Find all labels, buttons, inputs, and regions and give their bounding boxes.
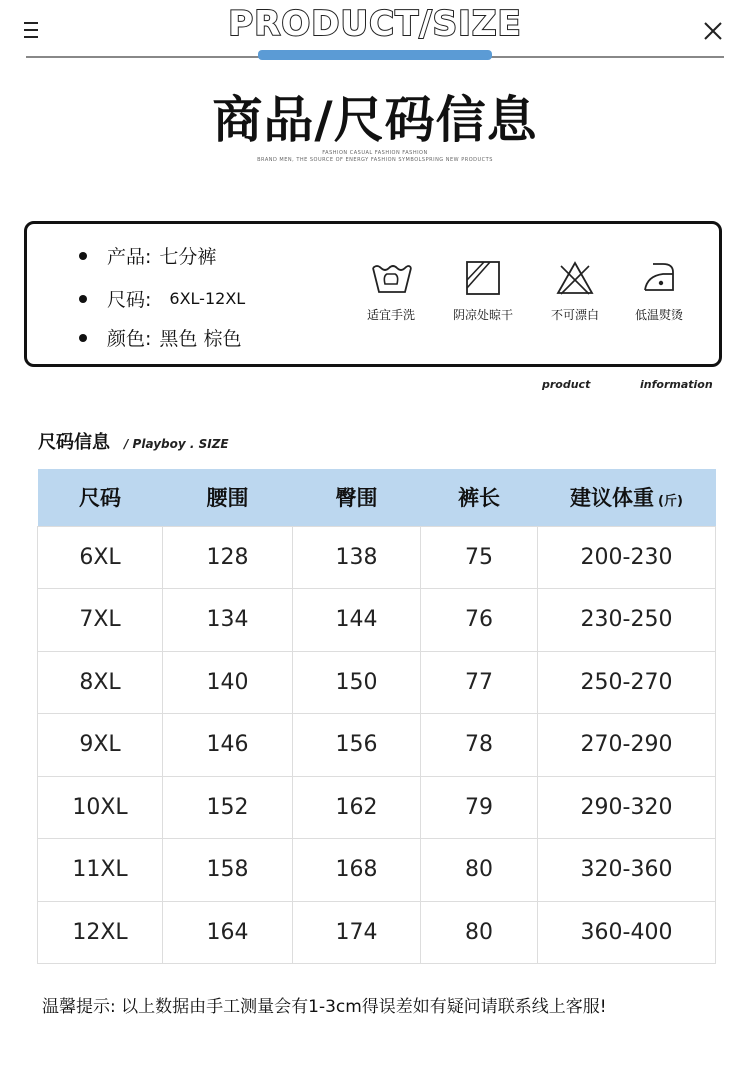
color-value: 黑色 棕色: [159, 328, 242, 350]
table-row: [38, 901, 716, 964]
care-label: 低温熨烫: [634, 308, 683, 322]
header-waist: 腰围: [163, 469, 293, 526]
cell-weight: 290-320: [538, 776, 716, 839]
cell-waist: 152: [163, 776, 293, 839]
shade-dry-icon: [464, 260, 502, 296]
section-title: 尺码信息: [38, 432, 110, 453]
cell-waist: 164: [163, 901, 293, 964]
cell-weight: 270-290: [538, 714, 716, 777]
cell-waist: 128: [163, 526, 293, 589]
cell-weight: 250-270: [538, 651, 716, 714]
cell-size: 12XL: [38, 901, 163, 964]
table-header-row: [38, 469, 716, 526]
cell-length: 75: [421, 526, 538, 589]
size-row: [79, 285, 245, 312]
size-section-heading: [38, 428, 229, 454]
care-hand-wash: [351, 260, 431, 323]
fashion-subtitle-line2: BRAND MEN, THE SOURCE OF ENERGY FASHION SYMBOLSPRING NEW PRODUCTS: [257, 157, 493, 163]
cell-weight: 200-230: [538, 526, 716, 589]
care-no-bleach: [535, 260, 615, 323]
table-row: [38, 714, 716, 777]
header-weight: [538, 469, 716, 526]
product-info-box: [24, 221, 722, 367]
size-value: 6XL-12XL: [169, 289, 246, 308]
color-label: 颜色:: [107, 328, 152, 350]
cell-length: 80: [421, 839, 538, 902]
cell-hip: 138: [293, 526, 421, 589]
table-row: [38, 589, 716, 652]
cell-waist: 158: [163, 839, 293, 902]
low-iron-icon: [639, 260, 679, 296]
color-row: [79, 324, 241, 351]
cell-hip: 150: [293, 651, 421, 714]
table-row: [38, 526, 716, 589]
table-row: [38, 839, 716, 902]
cell-hip: 144: [293, 589, 421, 652]
cell-length: 76: [421, 589, 538, 652]
cell-size: 9XL: [38, 714, 163, 777]
cell-waist: 140: [163, 651, 293, 714]
header-weight-label: 建议体重: [570, 486, 655, 511]
bullet-icon: [79, 252, 87, 260]
cell-weight: 320-360: [538, 839, 716, 902]
footnote: 温馨提示: 以上数据由手工测量会有1-3cm得误差如有疑问请联系线上客服!: [42, 997, 607, 1017]
banner-accent-bar: [258, 50, 492, 60]
cell-waist: 134: [163, 589, 293, 652]
size-label: 尺码:: [107, 289, 152, 311]
cell-size: 7XL: [38, 589, 163, 652]
cell-length: 79: [421, 776, 538, 839]
top-bar: [0, 0, 750, 62]
product-value: 七分裤: [159, 246, 217, 268]
information-caption: information: [640, 378, 713, 391]
cell-length: 78: [421, 714, 538, 777]
cell-weight: 230-250: [538, 589, 716, 652]
care-label: 不可漂白: [550, 308, 599, 322]
table-row: [38, 776, 716, 839]
no-bleach-icon: [555, 260, 595, 296]
page-title: 商品/尺码信息: [212, 91, 538, 149]
header-size: 尺码: [38, 469, 163, 526]
table-row: [38, 651, 716, 714]
cell-hip: 162: [293, 776, 421, 839]
size-table: [37, 469, 716, 964]
hand-wash-icon: [367, 260, 415, 296]
cell-hip: 168: [293, 839, 421, 902]
fashion-subtitle-line1: FASHION CASUAL FASHION FASHION: [322, 150, 428, 156]
header-hip: 臀围: [293, 469, 421, 526]
cell-weight: 360-400: [538, 901, 716, 964]
cell-size: 11XL: [38, 839, 163, 902]
close-icon[interactable]: [700, 18, 726, 44]
product-row: [79, 242, 216, 269]
bullet-icon: [79, 334, 87, 342]
header-length: 裤长: [421, 469, 538, 526]
care-label: 适宜手洗: [366, 308, 415, 322]
cell-length: 80: [421, 901, 538, 964]
bullet-icon: [79, 295, 87, 303]
product-label: 产品:: [107, 246, 152, 268]
header-weight-unit: (斤): [658, 494, 683, 510]
cell-size: 6XL: [38, 526, 163, 589]
care-shade-dry: [443, 260, 523, 323]
section-subtitle: / Playboy . SIZE: [124, 437, 229, 451]
cell-length: 77: [421, 651, 538, 714]
cell-size: 10XL: [38, 776, 163, 839]
cell-hip: 156: [293, 714, 421, 777]
care-label: 阴凉处晾干: [452, 308, 513, 322]
cell-size: 8XL: [38, 651, 163, 714]
banner-title: PRODUCT/SIZE: [228, 4, 522, 44]
cell-hip: 174: [293, 901, 421, 964]
care-low-iron: [619, 260, 699, 323]
product-caption: product: [542, 378, 591, 391]
cell-waist: 146: [163, 714, 293, 777]
